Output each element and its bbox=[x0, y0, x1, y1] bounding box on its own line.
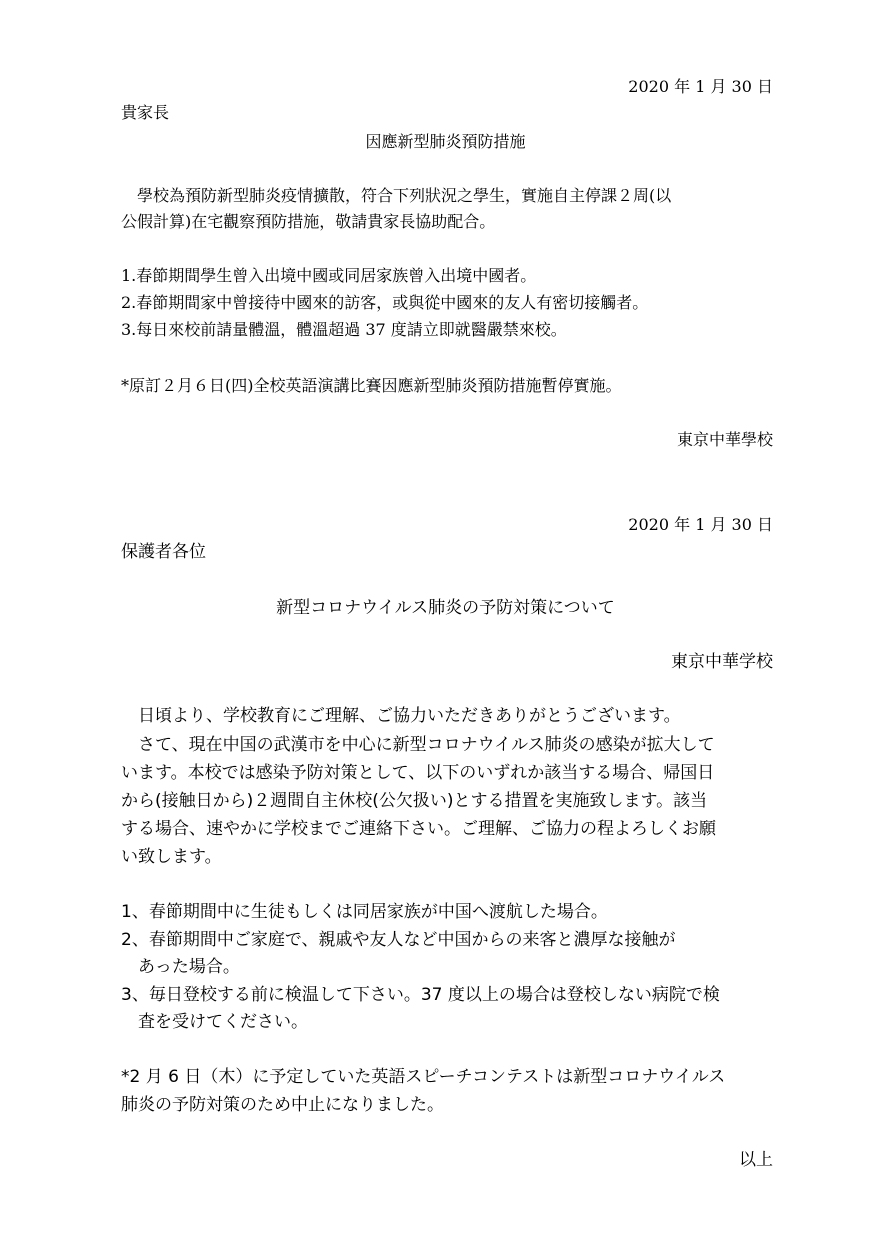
tw-note: *原訂２月６日(四)全校英語演講比賽因應新型肺炎預防措施暫停實施。 bbox=[121, 376, 622, 395]
jp-item-2-line-2: あった場合。 bbox=[121, 957, 240, 977]
tw-title: 因應新型肺炎預防措施 bbox=[365, 132, 526, 151]
jp-title: 新型コロナウイルス肺炎の予防対策について bbox=[276, 598, 615, 618]
jp-item-1: 1、春節期間中に生徒もしくは同居家族が中国へ渡航した場合。 bbox=[121, 902, 608, 922]
jp-body-line-4: から(接触日から)２週間自主休校(公欠扱い)とする措置を実施致します。該当 bbox=[121, 791, 708, 811]
jp-signature: 東京中華学校 bbox=[671, 652, 773, 672]
tw-item-1: 1.春節期間學生曾入出境中國或同居家族曾入出境中國者。 bbox=[121, 266, 537, 285]
jp-body-line-1: 日頃より、学校教育にご理解、ご協力いただきありがとうございます。 bbox=[121, 706, 681, 726]
tw-intro-line-1: 學校為預防新型肺炎疫情擴散，符合下列狀況之學生，實施自主停課２周(以 bbox=[121, 186, 672, 205]
jp-note-line-2: 肺炎の予防対策のため中止になりました。 bbox=[121, 1095, 444, 1115]
tw-item-2: 2.春節期間家中曾接待中國來的訪客，或與從中國來的友人有密切接觸者。 bbox=[121, 293, 649, 312]
jp-body-line-3: います。本校では感染予防対策として、以下のいずれか該当する場合、帰国日 bbox=[121, 763, 715, 783]
jp-salutation: 保護者各位 bbox=[121, 542, 206, 562]
tw-intro-line-2: 公假計算)在宅觀察預防措施，敬請貴家長協助配合。 bbox=[121, 212, 496, 231]
jp-item-3-line-1: 3、毎日登校する前に検温して下さい。37 度以上の場合は登校しない病院で検 bbox=[121, 985, 720, 1005]
tw-signature: 東京中華學校 bbox=[676, 430, 773, 449]
jp-item-2-line-1: 2、春節期間中ご家庭で、親戚や友人など中国からの来客と濃厚な接触が bbox=[121, 930, 676, 950]
jp-date: 2020 年 1 月 30 日 bbox=[628, 515, 773, 534]
tw-item-3: 3.每日來校前請量體溫，體溫超過 37 度請立即就醫嚴禁來校。 bbox=[121, 320, 567, 339]
tw-date: 2020 年 1 月 30 日 bbox=[628, 77, 773, 96]
jp-item-3-line-2: 査を受けてください。 bbox=[121, 1012, 308, 1032]
jp-body-line-6: い致します。 bbox=[121, 847, 222, 867]
jp-note-line-1: *2 月 6 日（木）に予定していた英語スピーチコンテストは新型コロナウイルス bbox=[121, 1067, 726, 1087]
tw-salutation: 貴家長 bbox=[121, 103, 170, 122]
jp-closing: 以上 bbox=[739, 1150, 773, 1170]
jp-body-line-5: する場合、速やかに学校までご連絡下さい。ご理解、ご協力の程よろしくお願 bbox=[121, 819, 716, 839]
jp-body-line-2: さて、現在中国の武漢市を中心に新型コロナウイルス肺炎の感染が拡大して bbox=[121, 735, 715, 755]
